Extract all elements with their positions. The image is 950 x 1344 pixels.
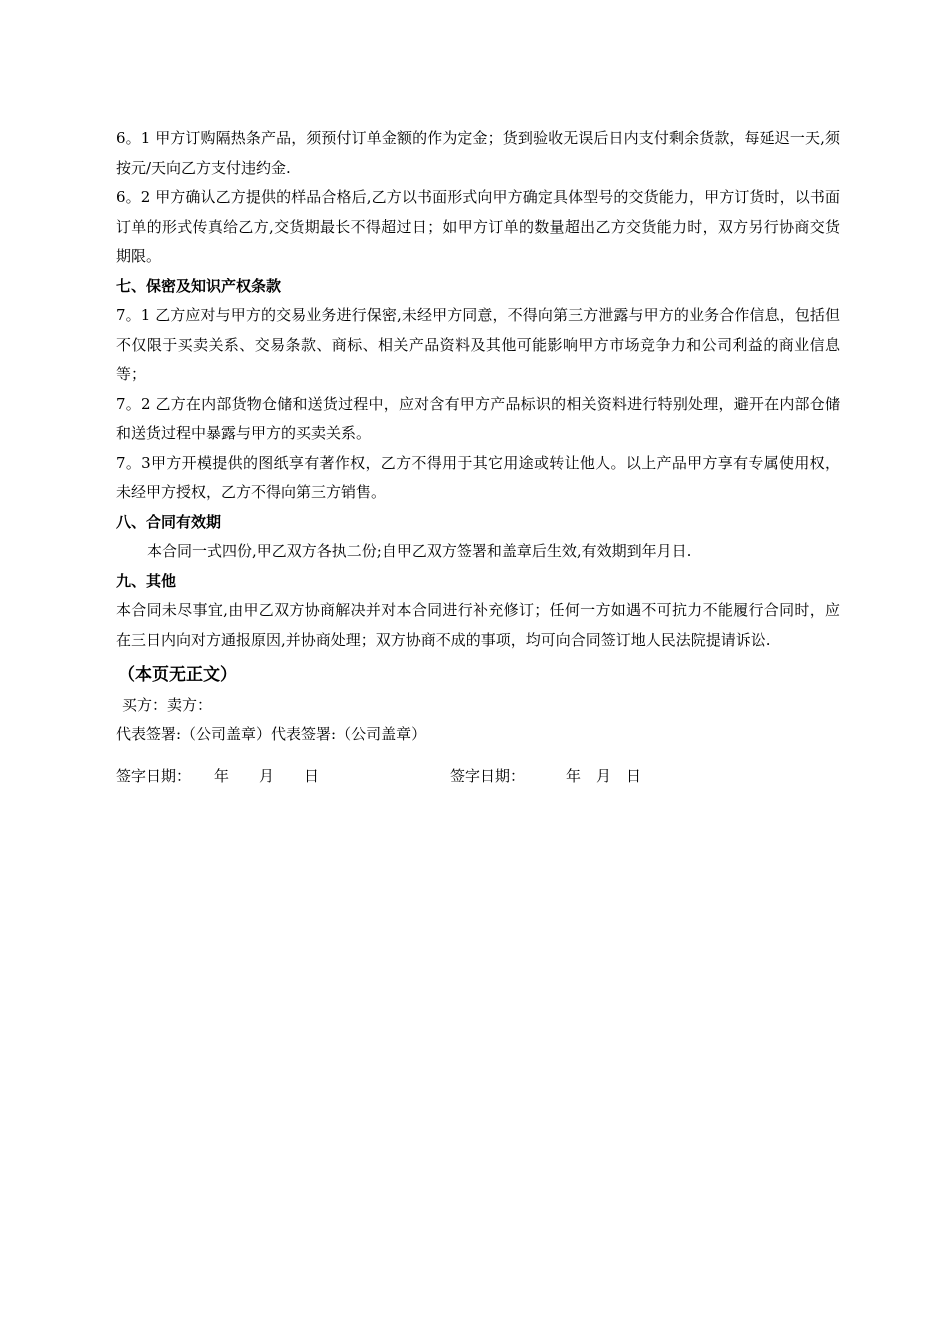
date-label-buyer: 签字日期： xyxy=(116,766,192,785)
date-fields-seller: 年 月 日 xyxy=(566,766,642,785)
clause-6-2: 6。2 甲方确认乙方提供的样品合格后,乙方以书面形式向甲方确定具体型号的交货能力，甲方订货时，以书面订单的形式传真给乙方,交货期最长不得超过日；如甲方订单的数量超出乙方交货能力时，双方另行协商交货期限。 xyxy=(116,188,840,265)
clause-7-2: 7。2 乙方在内部货物仓储和送货过程中，应对含有甲方产品标识的相关资料进行特别处理，避开在内部仓储和送货过程中暴露与甲方的买卖关系。 xyxy=(116,394,840,442)
signature-line: 代表签署:（公司盖章）代表签署:（公司盖章） xyxy=(116,725,427,743)
clause-7-1: 7。1 乙方应对与甲方的交易业务进行保密,未经甲方同意，不得向第三方泄露与甲方的业务合作信息，包括但不仅限于买卖关系、交易条款、商标、相关产品资料及其他可能影响甲方市场竞争力和公司利益的商业信息等； xyxy=(116,306,840,383)
section-heading-9: 九、其他 xyxy=(116,571,177,590)
section-heading-8: 八、合同有效期 xyxy=(116,512,222,531)
contract-page xyxy=(116,124,840,792)
date-row xyxy=(116,762,840,792)
parties-line: 买方：卖方： xyxy=(122,695,213,714)
clause-9: 本合同未尽事宜,由甲乙双方协商解决并对本合同进行补充修订；任何一方如遇不可抗力不能履行合同时，应在三日内向对方通报原因,并协商处理；双方协商不成的事项，均可向合同签订地人民法院提请诉讼. xyxy=(116,601,840,649)
no-text-note: （本页无正文） xyxy=(118,665,237,685)
clause-6-1: 6。1 甲方订购隔热条产品，须预付订单金额的作为定金；货到验收无误后日内支付剩余货款，每延迟一天,须按元/天向乙方支付违约金. xyxy=(116,129,840,177)
date-fields-buyer: 年 月 日 xyxy=(214,766,320,785)
clause-7-3: 7。3甲方开模提供的图纸享有著作权，乙方不得用于其它用途或转让他人。以上产品甲方享有专属使用权，未经甲方授权，乙方不得向第三方销售。 xyxy=(116,453,840,501)
clause-8: 本合同一式四份,甲乙双方各执二份;自甲乙双方签署和盖章后生效,有效期到年月日. xyxy=(147,542,692,560)
section-heading-7: 七、保密及知识产权条款 xyxy=(116,276,282,295)
date-label-seller: 签字日期： xyxy=(450,766,526,785)
